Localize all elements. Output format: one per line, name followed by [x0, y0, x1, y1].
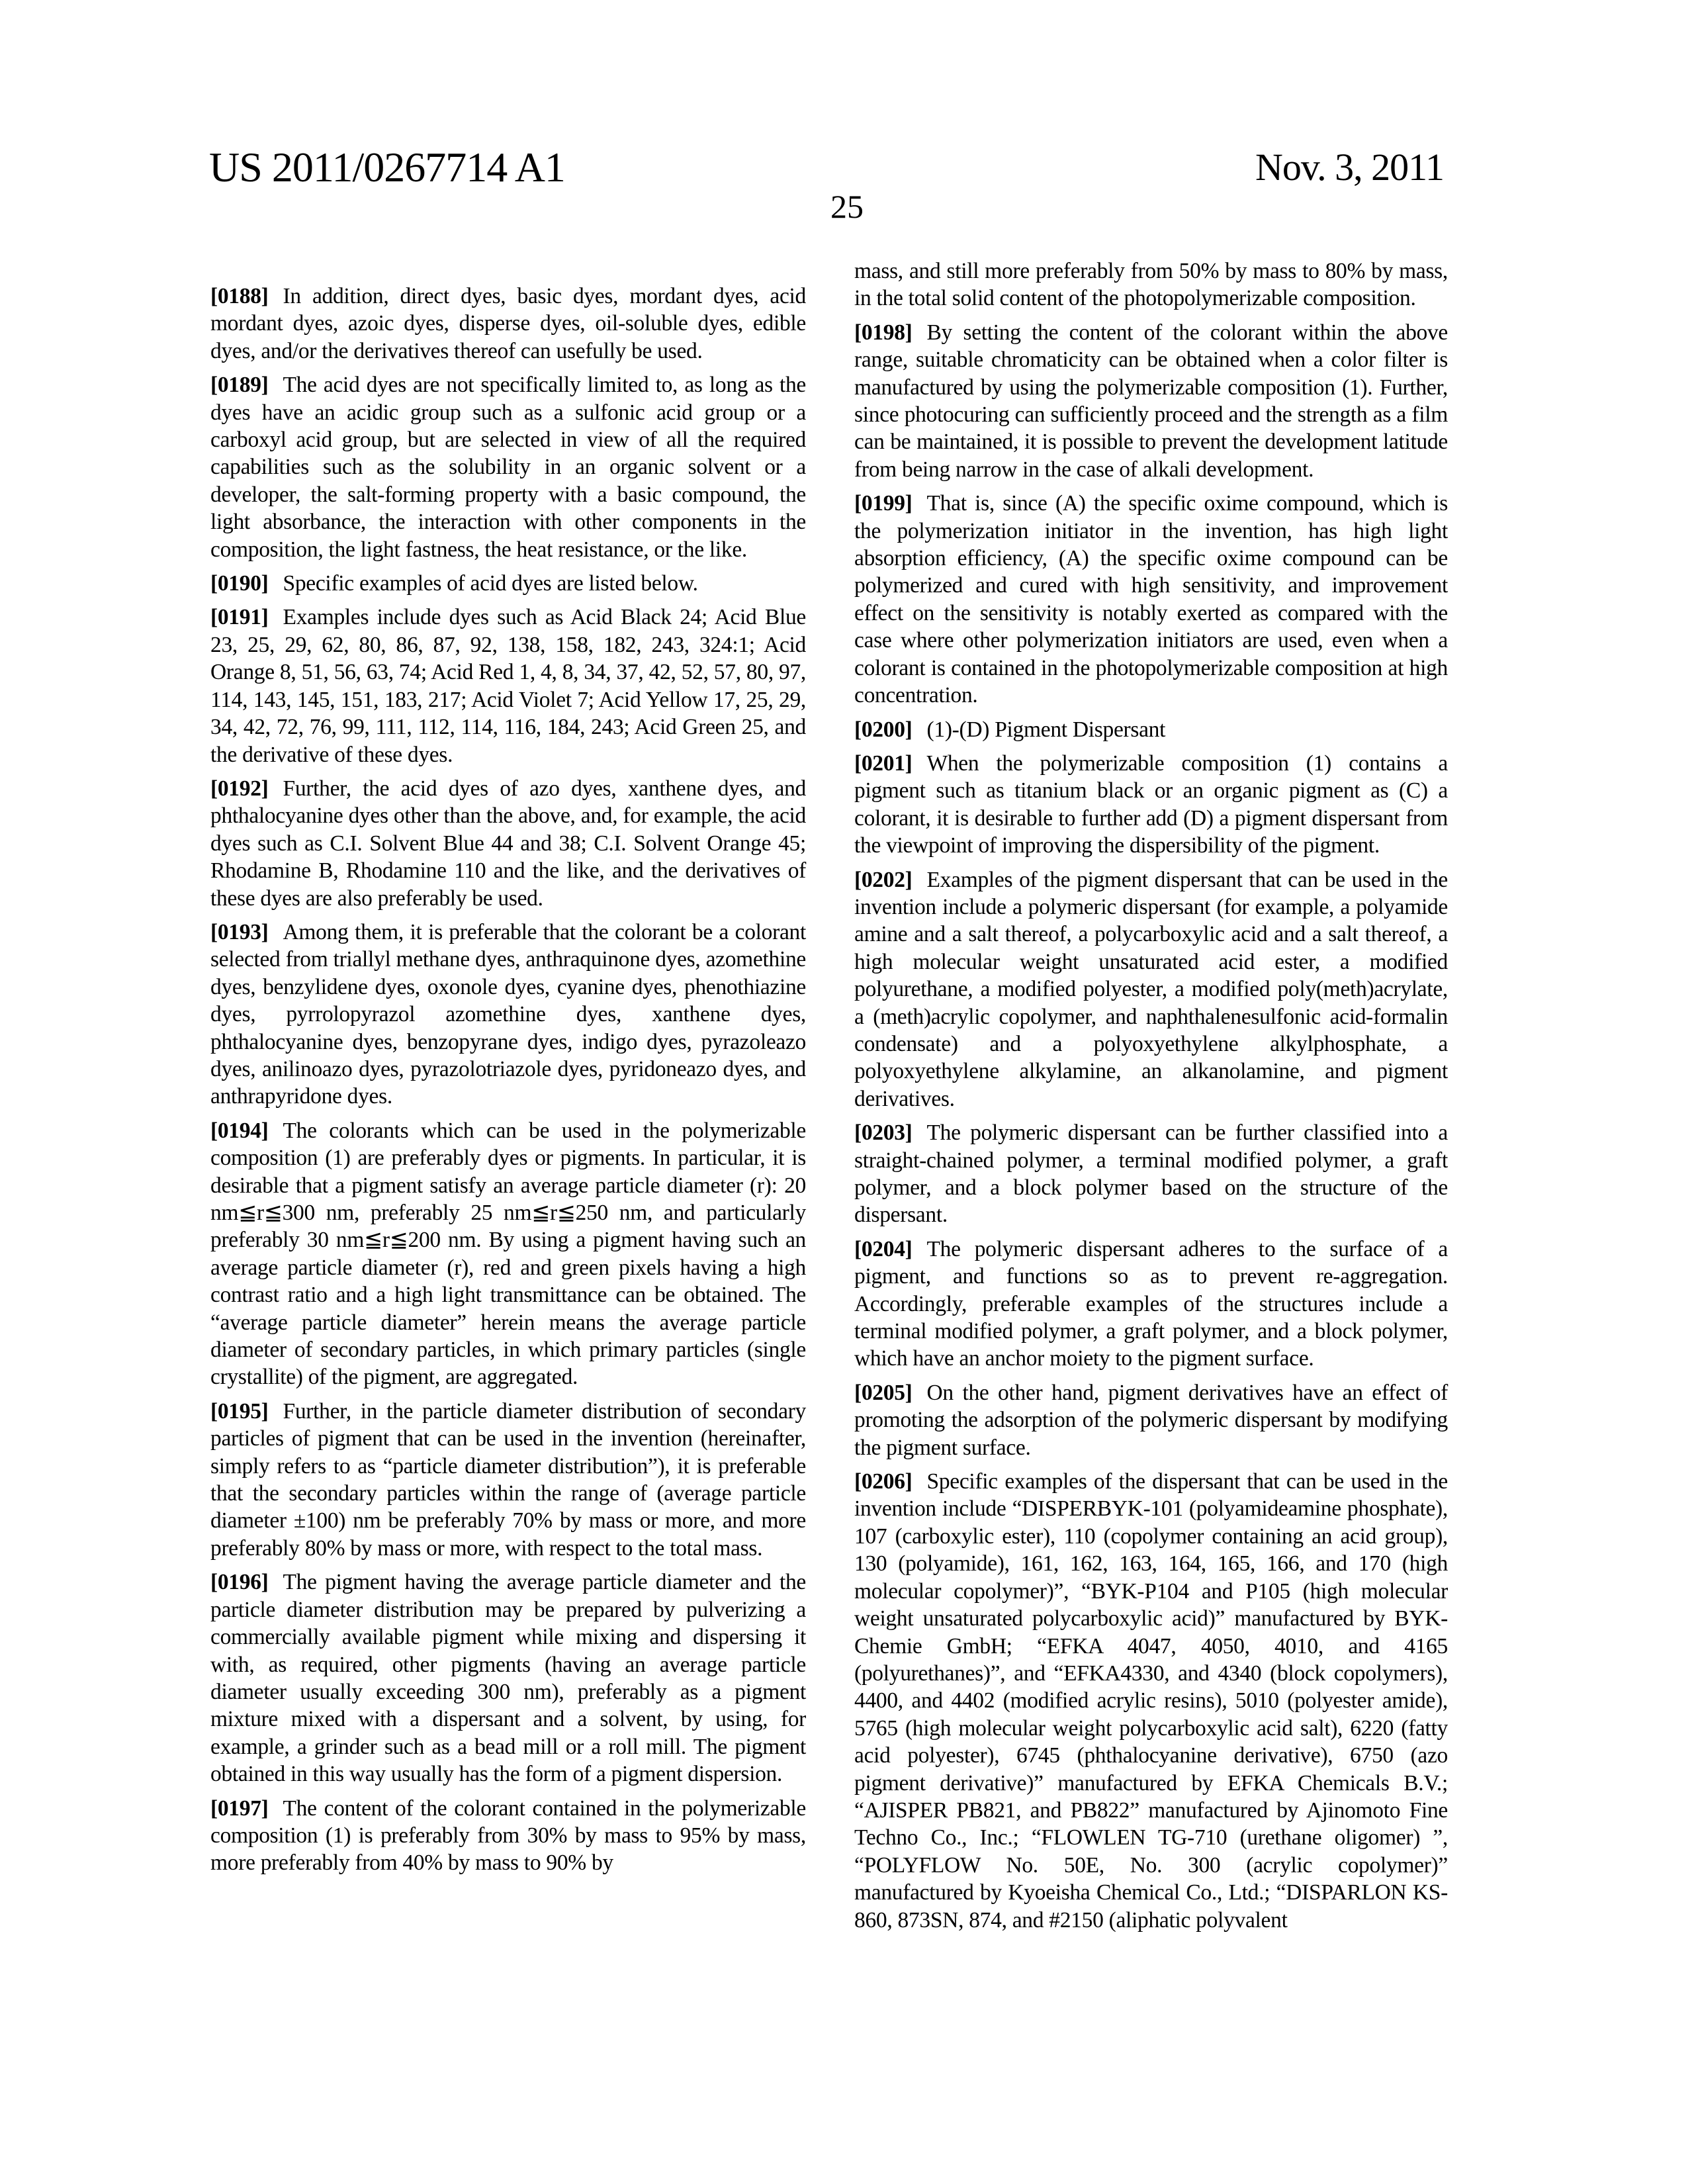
paragraph-text: That is, since (A) the specific oxime compound, which is the polymerization initiator in the invention, has high light absorption efficiency, (A) the specific oxime compound can be polymerized and cured with high sensitivity, and improvement effect on the sensitivity is notably exerted as compared with the case where other polymerization initiators are used, even when a colorant is contained in the photopo­lymerizable composition at high concentration.	[854, 491, 1448, 707]
paragraph-number: [0195]	[210, 1399, 269, 1424]
paragraph-number: [0194]	[210, 1118, 269, 1143]
paragraph-number: [0190]	[210, 571, 269, 596]
paragraph	[854, 1119, 1448, 1229]
publication-date: Nov. 3, 2011	[1255, 144, 1444, 191]
paragraph-text: Specific examples of the dispersant that can be used in the invention include “DISPERBYK-101 (polyamideam­ine phosphate), 107 (carboxylic ester), 110 (copolymer con­taining an acid group), 130 (polyamide), 161, 162, 163, 164, 165, 166, and 170 (high molecular copolymer)”, “BYK-P104 and P105 (high molecular weight unsaturated polycarboxylic acid)” manufactured by BYK-Chemie GmbH; “EFKA 4047, 4050, 4010, and 4165 (polyurethanes)”, and “EFKA4330, and 4340 (block copolymers), 4400, and 4402 (modified acrylic resins), 5010 (polyester amide), 5765 (high molecular weight polycarboxylic acid salt), 6220 (fatty acid polyester), 6745 (phthalocyanine derivative), 6750 (azo pigment deriva­tive)” manufactured by EFKA Chemicals B.V.; “AJISPER PB821, and PB822” manufactured by Ajinomoto Fine Techno Co., Inc.; “FLOWLEN TG-710 (urethane oligomer) ”, “POLYFLOW No. 50E, No. 300 (acrylic copolymer)” manufactured by Kyoeisha Chemical Co., Ltd.; “DISPAR­LON KS-860, 873SN, 874, and #2150 (aliphatic polyvalent	[854, 1469, 1448, 1933]
paragraph-text: In addition, direct dyes, basic dyes, mordant dyes, acid mordant dyes, azoic dyes, disperse dyes, oil-soluble dyes, edible dyes, and/or the derivatives thereof can usefully be used.	[210, 284, 806, 363]
paragraph	[854, 257, 1448, 312]
paragraph-number: [0193]	[210, 920, 269, 944]
paragraph-text: The colorants which can be used in the polymeriz­able composition (1) are preferably dyes or pigments. In particular, it is desirable that a pigment satisfy an average particle diameter (r): 20 nm≦r≦300 nm, preferably 25 nm≦r≦250 nm, and particularly preferably 30 nm≦r≦200 nm. By using a pigment having such an average particle diameter (r), red and green pixels having a high contrast ratio and a high light transmittance can be obtained. The “average particle diameter” herein means the average particle diameter of secondary particles, in which primary particles (single crystallite) of the pigment, are aggregated.	[210, 1118, 806, 1390]
paragraph	[210, 1398, 806, 1562]
paragraph-text: (1)-(D) Pigment Dispersant	[927, 717, 1166, 742]
paragraph-number: [0205]	[854, 1381, 913, 1405]
paragraph	[210, 371, 806, 563]
paragraph-text: When the polymerizable composition (1) contains a pigment such as titanium black or an organic pigment as (C) a colorant, it is desirable to further add (D) a pigment dispers­ant from the viewpoint of improving the dispersibility of the pigment.	[854, 751, 1448, 858]
paragraph-number: [0198]	[854, 320, 913, 345]
paragraph-text: The content of the colorant contained in the poly­merizable composition (1) is preferably from 30% by mass to 95% by mass, more preferably from 40% by mass to 90% by	[210, 1796, 806, 1876]
paragraph-number: [0192]	[210, 776, 269, 801]
paragraph-text: By setting the content of the colorant within the above range, suitable chromaticity can be obtained when a color filter is manufactured by using the polymerizable com­position (1). Further, since photocuring can sufficiently pro­ceed and the strength as a film can be maintained, it is possible to prevent the development latitude from being narrow in the case of alkali development.	[854, 320, 1448, 482]
paragraph	[210, 919, 806, 1111]
paragraph-number: [0196]	[210, 1570, 269, 1594]
paragraph	[854, 866, 1448, 1113]
paragraph-number: [0189]	[210, 373, 269, 397]
paragraph-text: Examples include dyes such as Acid Black 24; Acid Blue 23, 25, 29, 62, 80, 86, 87, 92, 138, 158, 182, 243, 324:1; Acid Orange 8, 51, 56, 63, 74; Acid Red 1, 4, 8, 34, 37, 42, 52, 57, 80, 97, 114, 143, 145, 151, 183, 217; Acid Violet 7; Acid Yellow 17, 25, 29, 34, 42, 72, 76, 99, 111, 112, 114, 116, 184, 243; Acid Green 25, and the derivative of these dyes.	[210, 605, 806, 766]
paragraph	[854, 490, 1448, 709]
paragraph-number: [0203]	[854, 1120, 913, 1145]
paragraph-number: [0199]	[854, 491, 913, 516]
paragraph-text: Examples of the pigment dispersant that can be used in the invention include a polymeric dispersant (for example, a polyamide amine and a salt thereof, a polycarboxylic acid and a salt thereof, a high molecular weight unsaturated acid ester, a modified polyurethane, a modified polyester, a modi­fied poly(meth)acrylate, a (meth)acrylic copolymer, and naphthalenesulfonic acid-formalin condensate) and a poly­oxyethylene alkylphosphate, a polyoxyethylene alkylamine, an alkanolamine, and pigment derivatives.	[854, 868, 1448, 1111]
paragraph-number: [0201]	[854, 751, 913, 776]
paragraph-text: mass, and still more preferably from 50% by mass to 80% by mass, in the total solid content of the photopolymerizable composition.	[854, 259, 1448, 310]
paragraph	[210, 283, 806, 365]
paragraph	[210, 1795, 806, 1877]
paragraph-number: [0204]	[854, 1237, 913, 1261]
paragraph-number: [0191]	[210, 605, 269, 629]
paragraph-text: Further, the acid dyes of azo dyes, xanthene dyes, and phthalocyanine dyes other than the above, and, for example, the acid dyes such as C.I. Solvent Blue 44 and 38; C.I. Solvent Orange 45; Rhodamine B, Rhodamine 110 and the like, and the derivatives of these dyes are also preferably be used.	[210, 776, 806, 911]
paragraph-number: [0188]	[210, 284, 269, 308]
left-column	[210, 283, 806, 1884]
paragraph-text: The polymeric dispersant can be further classified into a straight-chained polymer, a terminal modified polymer, a graft polymer, and a block polymer based on the structure of the dispersant.	[854, 1120, 1448, 1227]
paragraph-text: The pigment having the average particle diameter and the particle diameter distribution may be prepared by pulverizing a commercially available pigment while mixing and dispersing it with, as required, other pigments (having an average particle diameter usually exceeding 300 nm), prefer­ably as a pigment mixture mixed with a dispersant and a solvent, by using, for example, a grinder such as a bead mill or a roll mill. The pigment obtained in this way usually has the form of a pigment dispersion.	[210, 1570, 806, 1786]
paragraph-number: [0200]	[854, 717, 913, 742]
paragraph	[854, 1379, 1448, 1461]
paragraph-text: The acid dyes are not specifically limited to, as long as the dyes have an acidic group such as a sulfonic acid group or a carboxyl acid group, but are selected in view of all the required capabilities such as the solubility in an organic sol­vent or a developer, the salt-forming property with a basic compound, the light absorbance, the interaction with other components in the composition, the light fastness, the heat resistance, or the like.	[210, 373, 806, 561]
paragraph	[854, 319, 1448, 483]
paragraph-number: [0202]	[854, 868, 913, 892]
paragraph	[210, 1117, 806, 1391]
publication-number: US 2011/0267714 A1	[209, 144, 565, 191]
paragraph-text: The polymeric dispersant adheres to the surface of a pigment, and functions so as to prevent re-aggregation. Accordingly, preferable examples of the structures include a terminal modified polymer, a graft polymer, and a block polymer, which have an anchor moiety to the pigment sur­face.	[854, 1237, 1448, 1371]
paragraph	[210, 570, 806, 597]
paragraph	[854, 1468, 1448, 1934]
page-number: 25	[0, 187, 1694, 226]
paragraph	[210, 1569, 806, 1788]
paragraph-number: [0197]	[210, 1796, 269, 1821]
paragraph-text: Specific examples of acid dyes are listed below.	[283, 571, 698, 596]
paragraph	[854, 716, 1448, 743]
paragraph	[210, 604, 806, 768]
paragraph	[854, 1236, 1448, 1373]
paragraph	[854, 750, 1448, 860]
paragraph-text: Further, in the particle diameter distribution of sec­ondary particles of pigment that can be used in the invention (hereinafter, simply refers to as “particle diameter distribu­tion”), it is preferable that the secondary particles within the range of (average particle diameter ±100) nm be preferably 70% by mass or more, and more preferably 80% by mass or more, with respect to the total mass.	[210, 1399, 806, 1561]
right-column	[854, 257, 1448, 1940]
paragraph-text: Among them, it is preferable that the colorant be a colorant selected from triallyl methane dyes, anthraquinone dyes, azomethine dyes, benzylidene dyes, oxonole dyes, cya­nine dyes, phenothiazine dyes, pyrrolopyrazol azomethine dyes, xanthene dyes, phthalocyanine dyes, benzopyrane dyes, indigo dyes, pyrazoleazo dyes, anilinoazo dyes, pyra­zolotriazole dyes, pyridoneazo dyes, and anthrapyridone dyes.	[210, 920, 806, 1109]
paragraph	[210, 775, 806, 912]
paragraph-text: On the other hand, pigment derivatives have an effect of promoting the adsorption of the polymeric dispers­ant by modifying the pigment surface.	[854, 1381, 1448, 1460]
paragraph-number: [0206]	[854, 1469, 913, 1494]
